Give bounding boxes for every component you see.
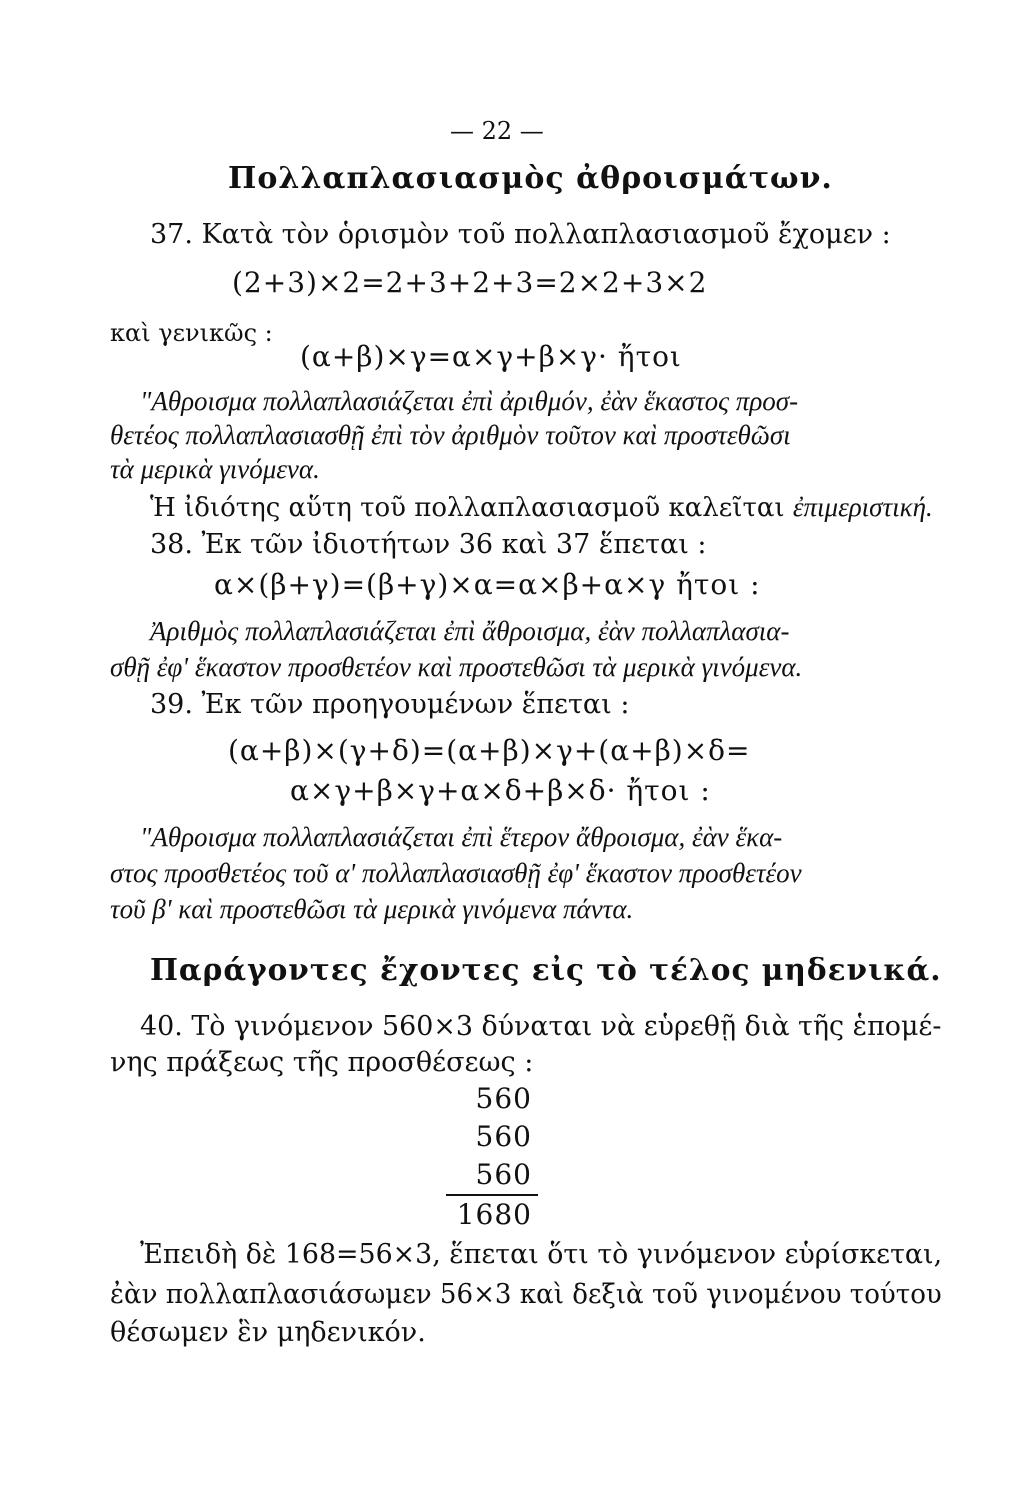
equation-3: α×(β+γ)=(β+γ)×α=α×β+α×γ ἤτοι : (214, 568, 761, 601)
rule-1-line-1: "Αθροισμα πολλαπλασιάζεται ἐπὶ ἀριθμόν, ἐὰν ἕκαστος προσ- (140, 386, 799, 416)
paragraph-37: 37. Κατὰ τὸν ὁρισμὸν τοῦ πολλαπλασιασμοῦ ἔχομεν : (150, 219, 891, 250)
property-line (150, 490, 933, 525)
section-heading-sum-multiplication: Πολλαπλασιασμὸς ἀθροισμάτων. (228, 161, 833, 196)
sum-rule (446, 1194, 538, 1196)
page-number: — 22 — (450, 117, 544, 145)
equation-4a: (α+β)×(γ+δ)=(α+β)×γ+(α+β)×δ= (228, 734, 751, 767)
addend-1: 560 (475, 1082, 532, 1115)
paragraph-40-line-1: 40. Τὸ γινόμενον 560×3 δύναται νὰ εὑρεθῇ διὰ τῆς ἑπομέ- (140, 1011, 942, 1042)
rule-3-line-2: στος προσθετέος τοῦ α' πολλαπλασιασθῇ ἐφ' ἕκαστον προσθετέον (110, 858, 802, 888)
property-name: ἐπιμεριστική. (792, 492, 933, 522)
last-paragraph-line-1: Ἐπειδὴ δὲ 168=56×3, ἕπεται ὅτι τὸ γινόμενον εὑρίσκεται, (140, 1239, 943, 1270)
text-generally: καὶ γενικῶς : (110, 319, 273, 347)
rule-1-line-2: θετέος πολλαπλασιασθῇ ἐπὶ τὸν ἀριθμὸν τοῦτον καὶ προστεθῶσι (110, 420, 791, 450)
section-heading-trailing-zeros: Παράγοντες ἔχοντες εἰς τὸ τέλος μηδενικά. (150, 953, 942, 988)
rule-3-line-3: τοῦ β' καὶ προστεθῶσι τὰ μερικὰ γινόμενα πάντα. (110, 894, 634, 924)
last-paragraph-line-2: ἐὰν πολλαπλασιάσωμεν 56×3 καὶ δεξιὰ τοῦ γινομένου τούτου (110, 1279, 942, 1310)
rule-2-line-1: Ἀριθμὸς πολλαπλασιάζεται ἐπὶ ἄθροισμα, ἐὰν πολλαπλασια- (150, 616, 790, 646)
rule-2-line-2: σθῇ ἐφ' ἕκαστον προσθετέον καὶ προστεθῶσι τὰ μερικὰ γινόμενα. (110, 652, 803, 682)
last-paragraph-line-3: θέσωμεν ἓν μηδενικόν. (110, 1317, 426, 1348)
addend-3: 560 (475, 1158, 532, 1191)
paragraph-38: 38. Ἐκ τῶν ἰδιοτήτων 36 καὶ 37 ἕπεται : (150, 529, 707, 560)
sum-total: 1680 (456, 1198, 532, 1231)
rule-1-line-3: τὰ μερικὰ γινόμενα. (110, 454, 320, 484)
paragraph-40-line-2: νης πράξεως τῆς προσθέσεως : (110, 1047, 534, 1078)
equation-4b: α×γ+β×γ+α×δ+β×δ· ἤτοι : (290, 774, 711, 807)
equation-2: (α+β)×γ=α×γ+β×γ· ἤτοι (300, 340, 682, 373)
equation-1: (2+3)×2=2+3+2+3=2×2+3×2 (232, 266, 708, 299)
property-text: Ἡ ἰδιότης αὕτη τοῦ πολλαπλασιασμοῦ καλεῖται (150, 493, 785, 523)
paragraph-39: 39. Ἐκ τῶν προηγουμένων ἕπεται : (150, 689, 630, 720)
rule-3-line-1: "Αθροισμα πολλαπλασιάζεται ἐπὶ ἕτερον ἄθροισμα, ἐὰν ἕκα- (140, 822, 783, 852)
addend-2: 560 (475, 1120, 532, 1153)
